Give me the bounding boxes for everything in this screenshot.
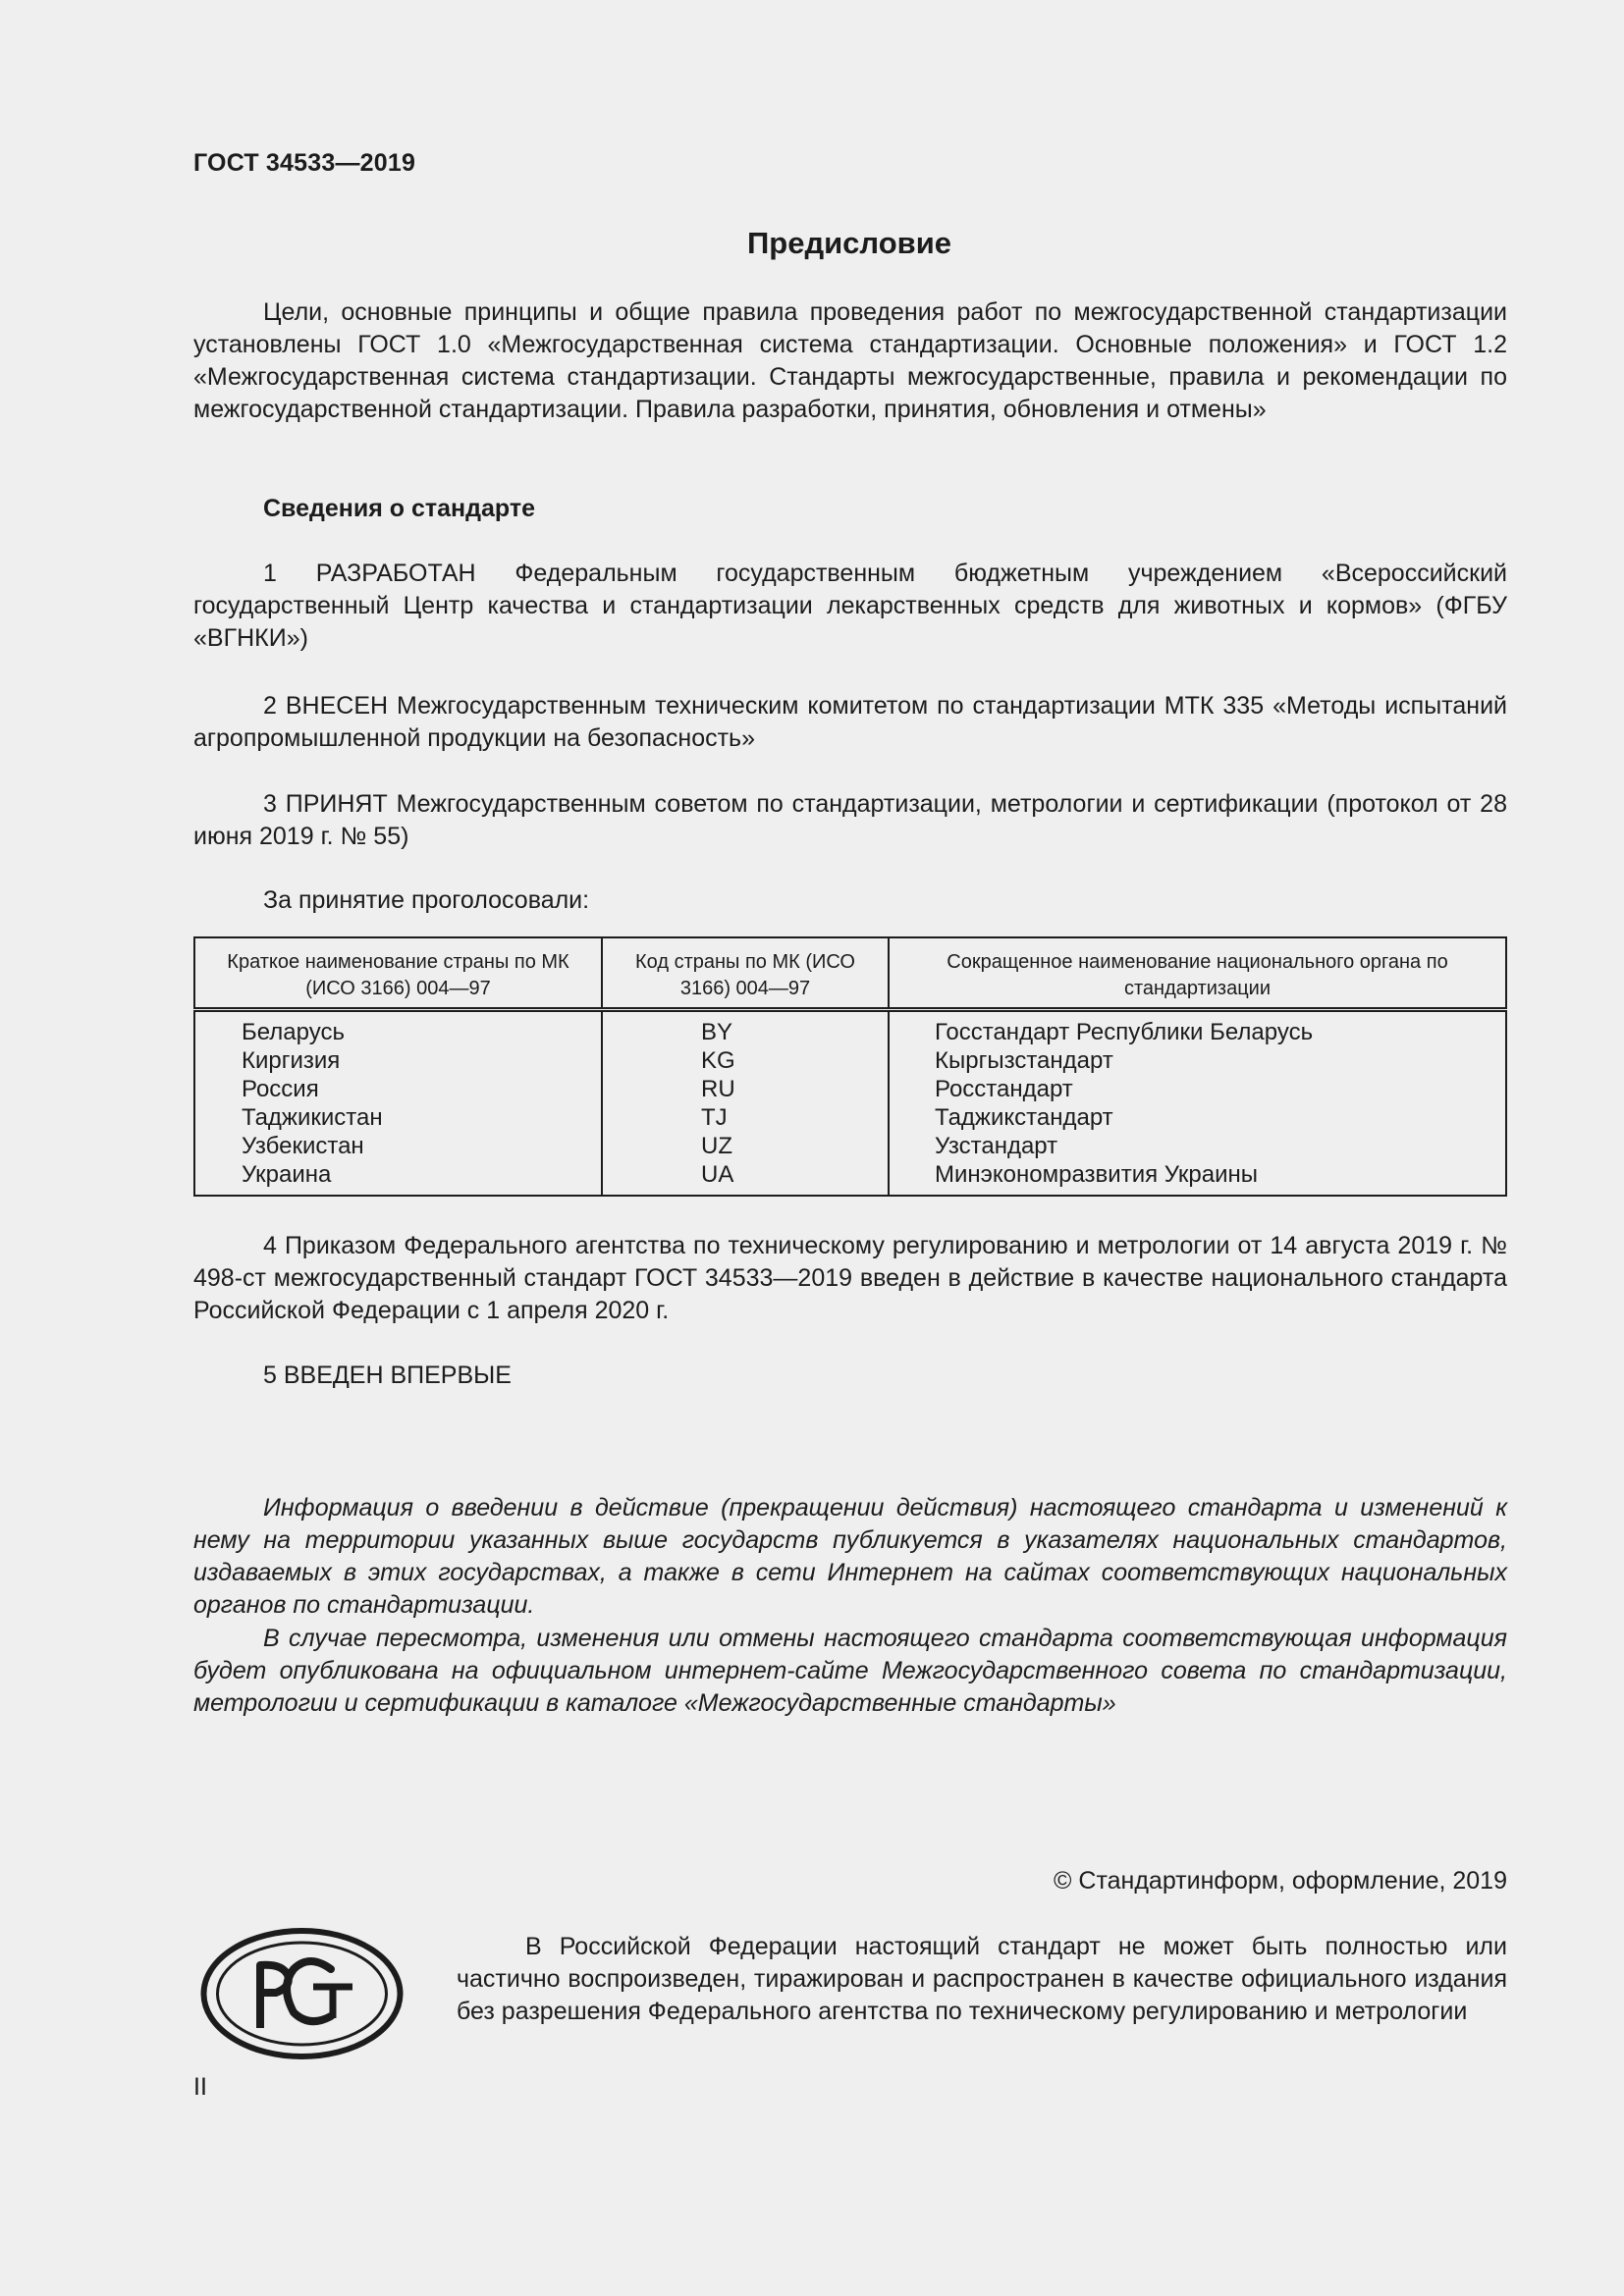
standards-body: Таджикстандарт xyxy=(935,1104,1113,1131)
country-name: Беларусь xyxy=(242,1019,345,1045)
copyright: © Стандартинформ, оформление, 2019 xyxy=(1054,1867,1507,1895)
intro-paragraph: Цели, основные принципы и общие правила проведения работ по межгосударственной стандартизации установлены ГОСТ 1.0 «Межгосударственная система стандартизации. Основные положения» и ГОСТ 1.2 «Межгосударственная система стандартизации. Стандарты межгосударственные, правила и рекомендации по межгосударственной стандартизации. Правила разработки, принятия, обновления и отмены» xyxy=(193,298,1507,423)
table-body-row xyxy=(194,1010,1506,1197)
item-developed: 1 РАЗРАБОТАН Федеральным государственным бюджетным учреждением «Всероссийский государственный Центр качества и стандартизации лекарственных средств для животных и кормов» (ФГБУ «ВГНКИ») xyxy=(193,560,1507,652)
country-name: Россия xyxy=(242,1076,319,1102)
country-code: RU xyxy=(701,1076,735,1102)
standards-body: Узстандарт xyxy=(935,1133,1058,1159)
country-name: Узбекистан xyxy=(242,1133,364,1159)
voted-label: За принятие проголосовали: xyxy=(263,886,590,914)
code-column xyxy=(602,1010,889,1197)
country-code: UZ xyxy=(701,1133,732,1159)
rights-notice: В Российской Федерации настоящий стандарт не может быть полностью или частично воспроизведен, тиражирован и распространен в качестве официального издания без разрешения Федерального агентства по техническому регулированию и метрологии xyxy=(457,1933,1507,2025)
table-header-row xyxy=(194,937,1506,1010)
notice-info: Информация о введении в действие (прекращении действия) настоящего стандарта и изменений к нему на территории указанных выше государств публикуется в указателях национальных стандартов, издаваемых в этих государствах, а также в сети Интернет на сайтах соответствующих национальных органов по стандартизации. xyxy=(193,1494,1507,1619)
standards-body: Росстандарт xyxy=(935,1076,1073,1102)
rst-logo-icon xyxy=(199,1926,405,2061)
body-column xyxy=(889,1010,1506,1197)
standards-body: Минэкономразвития Украины xyxy=(935,1161,1259,1188)
standards-body: Кыргызстандарт xyxy=(935,1047,1113,1074)
standard-id: ГОСТ 34533—2019 xyxy=(193,149,416,177)
voting-table xyxy=(193,936,1507,1197)
header-body: Сокращенное наименование национального органа по стандартизации xyxy=(889,937,1506,1010)
item-adopted: 3 ПРИНЯТ Межгосударственным советом по стандартизации, метрологии и сертификации (протокол от 28 июня 2019 г. № 55) xyxy=(193,790,1507,850)
country-code: UA xyxy=(701,1161,734,1188)
standards-body: Госстандарт Республики Беларусь xyxy=(935,1019,1314,1045)
item-first: 5 ВВЕДЕН ВПЕРВЫЕ xyxy=(263,1362,512,1389)
country-column xyxy=(194,1010,602,1197)
notice-revision: В случае пересмотра, изменения или отмены настоящего стандарта соответствующая информация будет опубликована на официальном интернет-сайте Межгосударственного совета по стандартизации, метрологии и сертификации в каталоге «Межгосударственные стандарты» xyxy=(193,1625,1507,1717)
country-code: KG xyxy=(701,1047,735,1074)
page-number: II xyxy=(193,2073,207,2101)
item-order: 4 Приказом Федерального агентства по техническому регулированию и метрологии от 14 августа 2019 г. № 498-ст межгосударственный стандарт ГОСТ 34533—2019 введен в действие в качестве национального стандарта Российской Федерации с 1 апреля 2020 г. xyxy=(193,1232,1507,1324)
country-name: Киргизия xyxy=(242,1047,341,1074)
country-name: Таджикистан xyxy=(242,1104,383,1131)
header-country: Краткое наименование страны по МК (ИСО 3166) 004—97 xyxy=(194,937,602,1010)
country-code: BY xyxy=(701,1019,733,1045)
item-introduced: 2 ВНЕСЕН Межгосударственным техническим комитетом по стандартизации МТК 335 «Методы испытаний агропромышленной продукции на безопасность» xyxy=(193,692,1507,752)
info-heading: Сведения о стандарте xyxy=(263,495,536,522)
country-code: TJ xyxy=(701,1104,728,1131)
page-title: Предисловие xyxy=(746,226,951,260)
header-code: Код страны по МК (ИСО 3166) 004—97 xyxy=(602,937,889,1010)
country-name: Украина xyxy=(242,1161,332,1188)
